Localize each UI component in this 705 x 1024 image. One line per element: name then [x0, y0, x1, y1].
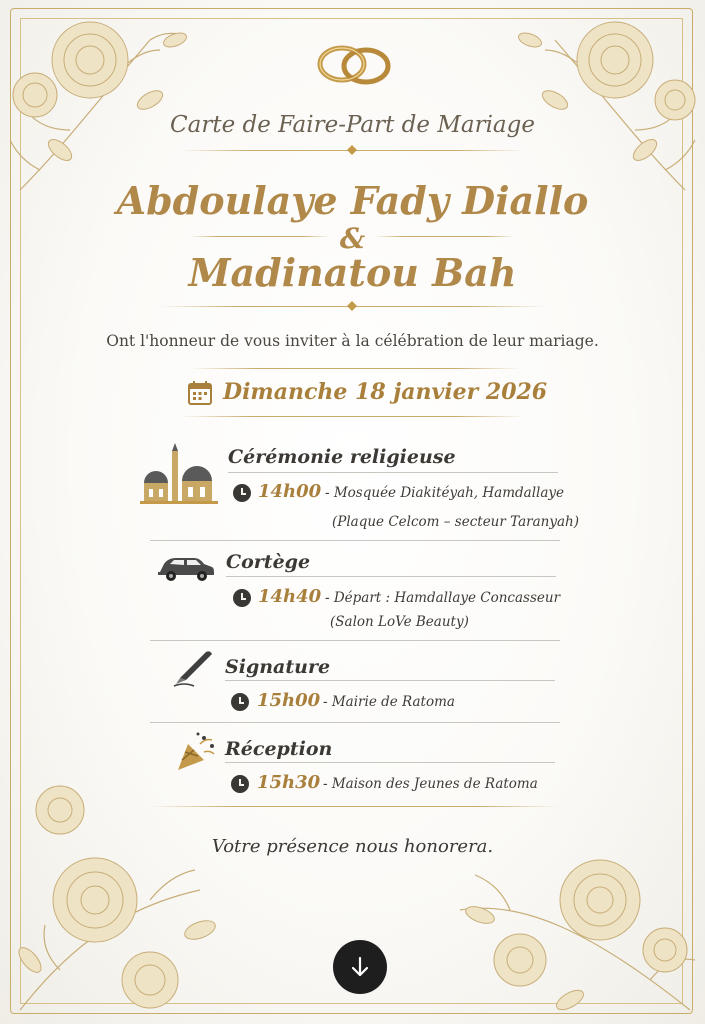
event-time: 14h00 [258, 481, 322, 502]
event-detail: - Maison des Jeunes de Ratoma [323, 776, 538, 792]
fountain-pen-icon [172, 648, 216, 688]
wedding-rings-icon [310, 40, 400, 88]
section-divider [150, 540, 560, 541]
event-detail-secondary: (Salon LoVe Beauty) [330, 614, 469, 630]
clock-icon [231, 693, 249, 711]
clock-icon [233, 589, 251, 607]
arrow-down-icon [348, 955, 372, 979]
event-detail: - Départ : Hamdallaye Concasseur [325, 590, 561, 606]
groom-name: Abdoulaye Fady Diallo [116, 178, 589, 223]
event-detail: - Mairie de Ratoma [323, 694, 455, 710]
closing-message: Votre présence nous honorera. [211, 836, 494, 857]
name-divider-right [375, 236, 515, 237]
section-divider [150, 722, 560, 723]
mosque-icon [138, 443, 220, 505]
invitation-text: Ont l'honneur de vous inviter à la célébration de leur mariage. [106, 332, 599, 350]
event-title: Cortège [226, 551, 311, 573]
section-divider [150, 806, 560, 807]
event-divider [228, 472, 558, 473]
event-divider [225, 680, 555, 681]
section-divider [150, 640, 560, 641]
event-time: 14h40 [258, 586, 322, 607]
event-detail-secondary: (Plaque Celcom – secteur Taranyah) [332, 514, 579, 530]
ampersand: & [339, 222, 366, 255]
event-date: Dimanche 18 janvier 2026 [223, 379, 548, 405]
clock-icon [233, 484, 251, 502]
event-title: Signature [225, 656, 331, 678]
calendar-icon [187, 380, 213, 406]
event-divider [225, 762, 555, 763]
event-title: Cérémonie religieuse [228, 446, 456, 468]
card-title: Carte de Faire-Part de Mariage [170, 112, 535, 138]
event-time: 15h00 [257, 690, 321, 711]
invite-divider [190, 368, 520, 369]
diamond-ornament-icon [347, 145, 357, 155]
car-icon [156, 552, 216, 582]
party-popper-icon [174, 730, 218, 774]
event-title: Réception [225, 738, 333, 760]
bottom-right-roses-icon [450, 840, 705, 1024]
bottom-left-roses-icon [0, 780, 230, 1024]
clock-icon [231, 775, 249, 793]
event-divider [226, 576, 556, 577]
scroll-down-button[interactable] [333, 940, 387, 994]
event-detail: - Mosquée Diakitéyah, Hamdallaye [325, 485, 565, 501]
bride-name: Madinatou Bah [188, 250, 517, 295]
event-time: 15h30 [257, 772, 321, 793]
diamond-ornament-icon [347, 301, 357, 311]
date-divider [180, 416, 525, 417]
